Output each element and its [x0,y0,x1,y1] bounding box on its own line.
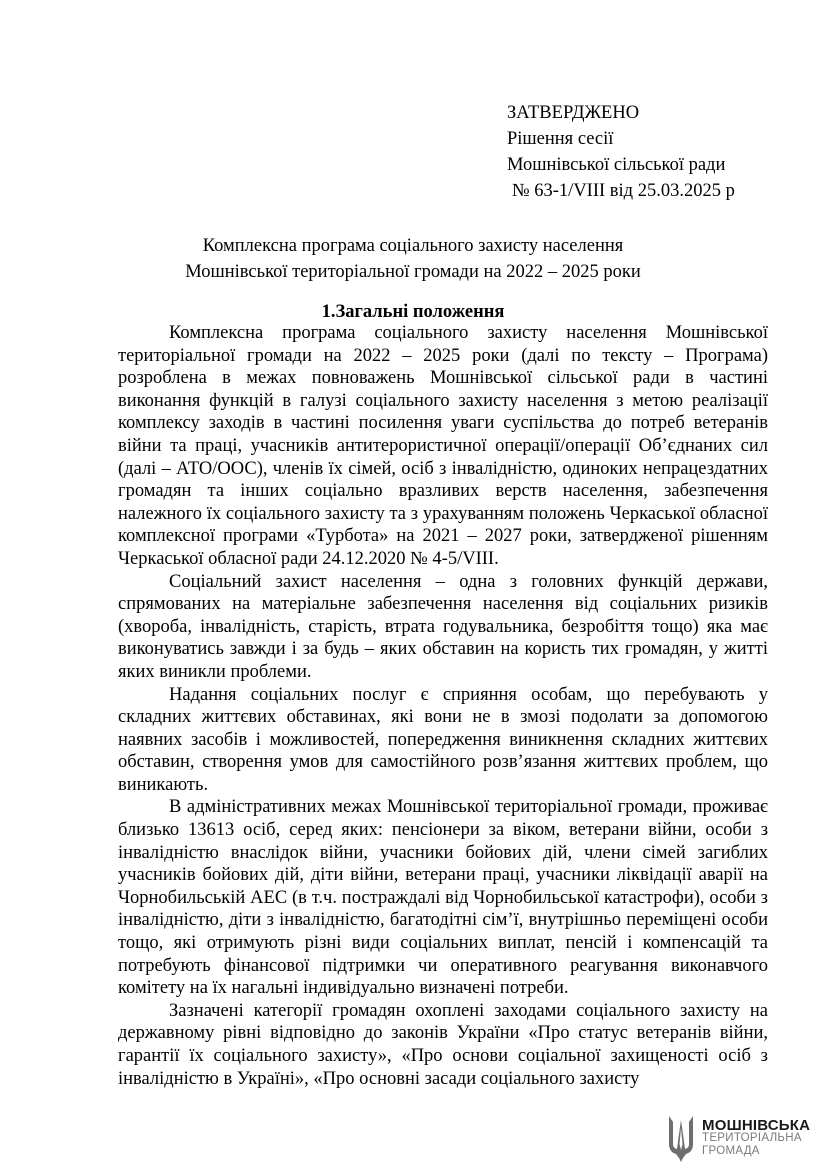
trident-icon [666,1114,696,1162]
approval-heading: ЗАТВЕРДЖЕНО [507,103,640,123]
approval-council: Мошнівської сільської ради [507,155,726,175]
paragraph: Комплексна програма соціального захисту населення Мошнівської територіальної громади на 2022 – 2025 роки (далі по тексту – Програма) розроблена в межах повноважень Мошнівської сільської ради в частині виконання функцій в галузі соціального захисту населення з метою реалізації комплексу заходів в частині посилення уваги суспільства до потреб ветеранів війни та праці, учасників антитерористичної операції/операції Об’єднаних сил (далі – АТО/ООС), членів їх сімей, осіб з інвалідністю, одиноких непрацездатних громадян та інших соціально вразливих верств населення, забезпечення належного їх соціального захисту та з урахуванням положень Черкаської обласної комплексної програми «Турбота» на 2021 – 2027 роки, затвердженої рішенням Черкаської обласної ради 24.12.2020 № 4-5/VIII. [118,323,768,569]
approval-decision: Рішення сесії [507,129,614,149]
approval-number: № 63-1/VIII від 25.03.2025 р [512,181,735,201]
logo-line-3: ГРОМАДА [702,1144,760,1157]
logo-line-2: ТЕРИТОРІАЛЬНА [702,1131,802,1144]
title-line-2: Мошнівської територіальної громади на 2022 – 2025 роки [185,262,641,282]
paragraph: В адміністративних межах Мошнівської територіальної громади, проживає близько 13613 осіб, серед яких: пенсіонери за віком, ветерани війни, особи з інвалідністю внаслідок війни, учасники бойових дій, члени сімей загиблих учасників бойових дій, діти війни, ветерани праці, учасники ліквідації аварії на Чорнобильській АЕС (в т.ч. постраждалі від Чорнобильської катастрофи), особи з інвалідністю, діти з інвалідністю, багатодітні сім’ї, внутрішньо переміщені особи тощо, які отримують різні види соціальних виплат, пенсій і компенсацій та потребують фінансової підтримки чи оперативного реагування виконавчого комітету на їх нагальні індивідуально визначені потреби. [118,797,768,999]
logo-line-1: МОШНІВСЬКА [702,1116,811,1134]
paragraph: Надання соціальних послуг є сприяння особам, що перебувають у складних життєвих обставинах, які вони не в змозі подолати за допомогою наявних засобів і можливостей, попередження виникнення складних життєвих обставин, створення умов для самостійного розв’язання життєвих проблем, що виникають. [118,684,768,795]
paragraph: Зазначені категорії громадян охоплені заходами соціального захисту на державному рівні відповідно до законів України «Про статус ветеранів війни, гарантії їх соціального захисту», «Про основи соціальної захищеності осіб з інвалідністю в Україні», «Про основні засади соціального захисту [118,1000,768,1089]
paragraph: Соціальний захист населення – одна з головних функцій держави, спрямованих на матеріальне забезпечення населення від соціальних ризиків (хвороба, інвалідність, старість, втрата годувальника, безробіття тощо) яка має виконуватись завжди і за будь – яких обставин на користь тих громадян, у житті яких виникли проблеми. [118,571,768,682]
document-body [118,322,768,1090]
document-title [0,233,826,285]
community-logo [666,1114,810,1162]
approval-stamp [507,100,735,204]
section-heading: 1.Загальні положення [321,302,505,322]
title-line-1: Комплексна програма соціального захисту населення [202,236,624,256]
